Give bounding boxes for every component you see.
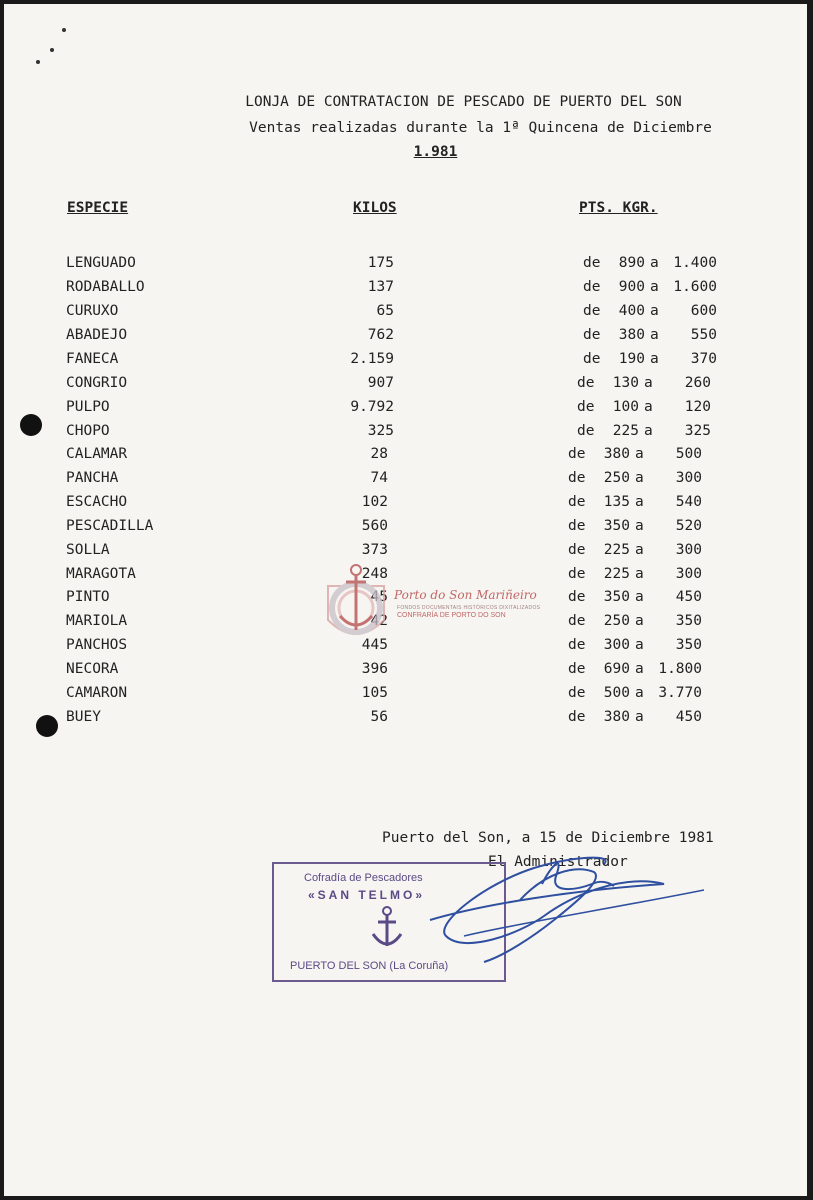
species-name: NECORA [66, 661, 119, 677]
range-prefix: de [568, 542, 586, 558]
range-separator: a [635, 589, 644, 605]
price-to: 450 [675, 709, 702, 725]
range-separator: a [644, 423, 653, 439]
table-row [4, 518, 807, 540]
range-separator: a [644, 399, 653, 415]
watermark-subtitle: FONDOS DOCUMENTAIS HISTÓRICOS DIXITALIZADOS [397, 605, 541, 611]
price-to: 300 [675, 566, 702, 582]
price-from: 380 [603, 709, 630, 725]
kilos-value: 65 [376, 303, 394, 319]
table-row [4, 375, 807, 397]
table-row [4, 470, 807, 492]
range-separator: a [635, 494, 644, 510]
column-header-kilos: KILOS [353, 200, 397, 216]
range-prefix: de [583, 303, 601, 319]
stamp-line-3: PUERTO DEL SON (La Coruña) [290, 960, 449, 972]
range-separator: a [635, 637, 644, 653]
stamp-line-2: «SAN TELMO» [308, 888, 426, 902]
range-separator: a [644, 375, 653, 391]
price-from: 900 [618, 279, 645, 295]
kilos-value: 28 [370, 446, 388, 462]
kilos-value: 396 [361, 661, 388, 677]
price-to: 3.770 [658, 685, 702, 701]
table-row [4, 566, 807, 588]
table-row [4, 637, 807, 659]
species-name: SOLLA [66, 542, 110, 558]
range-prefix: de [583, 255, 601, 271]
stamp-line-1: Cofradía de Pescadores [304, 872, 423, 884]
price-from: 225 [612, 423, 639, 439]
range-prefix: de [568, 709, 586, 725]
range-prefix: de [577, 423, 595, 439]
column-header-especie: ESPECIE [67, 200, 129, 216]
watermark-title: Porto do Son Mariñeiro [394, 588, 537, 602]
species-name: FANECA [66, 351, 119, 367]
price-to: 600 [690, 303, 717, 319]
kilos-value: 105 [361, 685, 388, 701]
price-to: 500 [675, 446, 702, 462]
range-separator: a [650, 303, 659, 319]
price-to: 1.400 [673, 255, 717, 271]
kilos-value: 2.159 [350, 351, 394, 367]
price-from: 350 [603, 589, 630, 605]
signature-icon [424, 824, 714, 974]
range-separator: a [635, 542, 644, 558]
kilos-value: 248 [361, 566, 388, 582]
kilos-value: 762 [367, 327, 394, 343]
price-to: 520 [675, 518, 702, 534]
range-prefix: de [568, 613, 586, 629]
document-title: LONJA DE CONTRATACION DE PESCADO DE PUERTO DEL SON [245, 94, 682, 110]
price-from: 130 [612, 375, 639, 391]
price-to: 350 [675, 613, 702, 629]
range-prefix: de [568, 494, 586, 510]
range-separator: a [650, 351, 659, 367]
species-name: CURUXO [66, 303, 119, 319]
range-separator: a [650, 279, 659, 295]
range-prefix: de [583, 279, 601, 295]
table-row [4, 423, 807, 445]
price-from: 225 [603, 566, 630, 582]
table-row [4, 303, 807, 325]
range-prefix: de [568, 637, 586, 653]
species-name: BUEY [66, 709, 101, 725]
signatory-title: El Administrador [488, 854, 628, 870]
kilos-value: 560 [361, 518, 388, 534]
price-from: 400 [618, 303, 645, 319]
watermark-org: CONFRARÍA DE PORTO DO SON [397, 612, 506, 619]
price-to: 260 [684, 375, 711, 391]
price-from: 690 [603, 661, 630, 677]
price-from: 500 [603, 685, 630, 701]
price-from: 100 [612, 399, 639, 415]
kilos-value: 9.792 [350, 399, 394, 415]
price-from: 225 [603, 542, 630, 558]
species-name: CHOPO [66, 423, 110, 439]
price-to: 550 [690, 327, 717, 343]
species-name: LENGUADO [66, 255, 136, 271]
kilos-value: 102 [361, 494, 388, 510]
range-separator: a [635, 613, 644, 629]
kilos-value: 373 [361, 542, 388, 558]
range-prefix: de [568, 661, 586, 677]
range-separator: a [650, 255, 659, 271]
price-to: 300 [675, 470, 702, 486]
table-row [4, 351, 807, 373]
kilos-value: 137 [367, 279, 394, 295]
range-prefix: de [577, 399, 595, 415]
species-name: ABADEJO [66, 327, 128, 343]
species-name: PINTO [66, 589, 110, 605]
species-name: PULPO [66, 399, 110, 415]
kilos-value: 325 [367, 423, 394, 439]
price-to: 325 [684, 423, 711, 439]
range-prefix: de [583, 327, 601, 343]
range-prefix: de [568, 446, 586, 462]
kilos-value: 74 [370, 470, 388, 486]
kilos-value: 45 [370, 589, 388, 605]
document-year: 1.981 [413, 144, 458, 160]
species-name: MARIOLA [66, 613, 128, 629]
species-name: ESCACHO [66, 494, 128, 510]
price-to: 350 [675, 637, 702, 653]
watermark-logo-icon [316, 558, 396, 650]
range-prefix: de [568, 518, 586, 534]
kilos-value: 56 [370, 709, 388, 725]
price-from: 250 [603, 470, 630, 486]
kilos-value: 42 [370, 613, 388, 629]
anchor-icon [370, 906, 404, 950]
column-header-pts-kgr: PTS. KGR. [579, 200, 658, 216]
price-to: 450 [675, 589, 702, 605]
price-to: 300 [675, 542, 702, 558]
price-from: 300 [603, 637, 630, 653]
table-row [4, 255, 807, 277]
price-to: 1.800 [658, 661, 702, 677]
species-name: CALAMAR [66, 446, 128, 462]
table-row [4, 279, 807, 301]
species-name: CONGRIO [66, 375, 128, 391]
species-name: PESCADILLA [66, 518, 154, 534]
range-prefix: de [577, 375, 595, 391]
range-prefix: de [568, 470, 586, 486]
range-separator: a [635, 661, 644, 677]
price-from: 890 [618, 255, 645, 271]
range-separator: a [635, 518, 644, 534]
price-from: 190 [618, 351, 645, 367]
price-from: 250 [603, 613, 630, 629]
price-to: 540 [675, 494, 702, 510]
price-from: 380 [603, 446, 630, 462]
table-row [4, 542, 807, 564]
paper-speck [62, 28, 66, 32]
range-separator: a [650, 327, 659, 343]
species-name: PANCHOS [66, 637, 128, 653]
document-subtitle: Ventas realizadas durante la 1ª Quincena de Diciembre [249, 120, 712, 136]
place-and-date: Puerto del Son, a 15 de Diciembre 1981 [382, 830, 714, 846]
price-from: 350 [603, 518, 630, 534]
kilos-value: 445 [361, 637, 388, 653]
document-page [4, 4, 807, 1196]
table-row [4, 446, 807, 468]
price-to: 120 [684, 399, 711, 415]
range-separator: a [635, 709, 644, 725]
kilos-value: 175 [367, 255, 394, 271]
range-prefix: de [568, 589, 586, 605]
range-prefix: de [568, 685, 586, 701]
price-from: 380 [618, 327, 645, 343]
price-to: 1.600 [673, 279, 717, 295]
species-name: RODABALLO [66, 279, 145, 295]
table-row [4, 709, 807, 731]
table-row [4, 494, 807, 516]
table-row [4, 661, 807, 683]
paper-speck [36, 60, 40, 64]
table-row [4, 399, 807, 421]
table-row [4, 327, 807, 349]
price-from: 135 [603, 494, 630, 510]
paper-speck [50, 48, 54, 52]
range-separator: a [635, 446, 644, 462]
range-prefix: de [568, 566, 586, 582]
price-to: 370 [690, 351, 717, 367]
species-name: PANCHA [66, 470, 119, 486]
species-name: CAMARON [66, 685, 128, 701]
range-separator: a [635, 566, 644, 582]
range-separator: a [635, 470, 644, 486]
table-row [4, 685, 807, 707]
range-separator: a [635, 685, 644, 701]
species-name: MARAGOTA [66, 566, 136, 582]
kilos-value: 907 [367, 375, 394, 391]
range-prefix: de [583, 351, 601, 367]
